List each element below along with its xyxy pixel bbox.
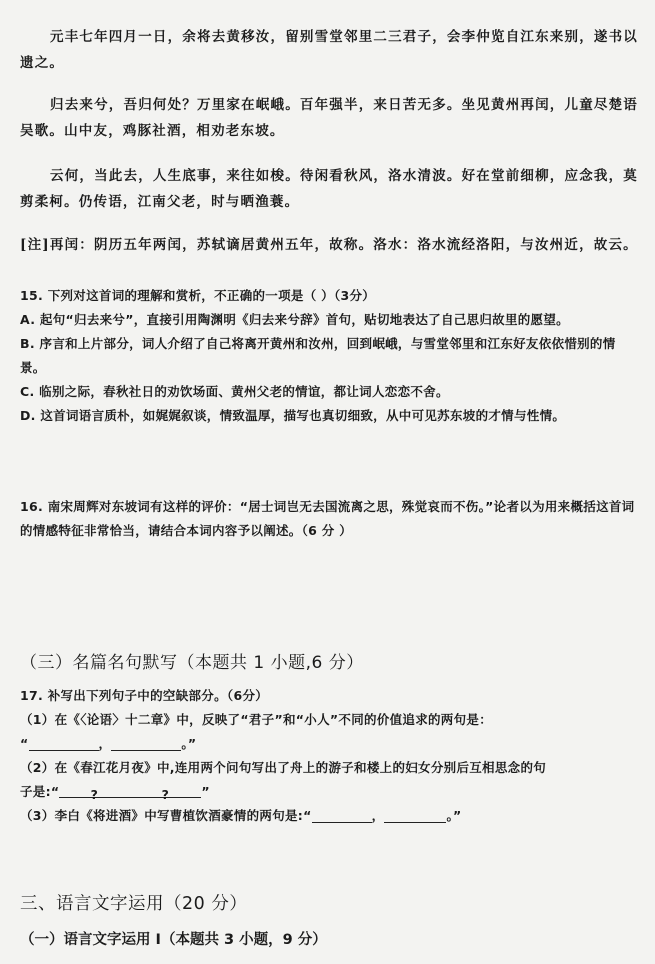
question-16 xyxy=(20,495,638,543)
poem-stanza-2 xyxy=(20,163,638,215)
part-3-sub-header xyxy=(20,928,638,949)
poem-stanza-1 xyxy=(20,92,638,144)
question-mark-1: ? xyxy=(90,787,99,802)
blank-1b[interactable] xyxy=(111,736,181,751)
sub2-lead: 子是:“ xyxy=(20,784,60,799)
note-text: [注]再闰：阴历五年两闰，苏轼谪居黄州五年，故称。洛水：洛水流经洛阳，与汝州近，故云。 xyxy=(20,237,638,253)
q15-option-b: B. 序言和上片部分，词人介绍了自己将离开黄州和汝州，回到岷峨，与雪堂邻里和江东好友依依惜别的情景。 xyxy=(20,336,616,375)
blank-3b[interactable] xyxy=(384,808,446,823)
stanza1-text: 归去来兮，吾归何处？万里家在岷峨。百年强半，来日苦无多。坐见黄州再闰，儿童尽楚语吴歌。山中友，鸡豚社酒，相劝老东坡。 xyxy=(20,97,638,139)
poem-note xyxy=(20,232,638,258)
question-17 xyxy=(20,684,638,828)
blank-1a[interactable] xyxy=(29,736,99,751)
section-3-header xyxy=(20,648,638,673)
q15-option-a: A. 起句“归去来兮”，直接引用陶渊明《归去来兮辞》首句，贴切地表达了自己思归故里的愿望。 xyxy=(20,312,569,327)
question-mark-2: ? xyxy=(161,787,170,802)
q17-sub2-blanks xyxy=(20,780,638,804)
q16-stem: 16. 南宋周辉对东坡词有这样的评价：“居士词岂无去国流离之思，殊觉哀而不伤。”论者以为用来概括这首词的情感特征非常恰当，请结合本词内容予以阐述。（6 分 ） xyxy=(20,499,635,538)
preface-text: 元丰七年四月一日，余将去黄移汝，留别雪堂邻里二三君子，会李仲览自江东来别，遂书以遗之。 xyxy=(20,29,638,71)
q15-stem: 15. 下列对这首词的理解和赏析，不正确的一项是（ ）（3分） xyxy=(20,288,376,303)
q15-option-c: C. 临别之际，春秋社日的劝饮场面、黄州父老的情谊，都让词人恋恋不舍。 xyxy=(20,384,449,399)
sub3-close: 。” xyxy=(446,808,462,823)
comma: ， xyxy=(98,736,112,751)
sub2-close: ” xyxy=(201,784,210,799)
stanza2-text: 云何，当此去，人生底事，来往如梭。待闲看秋风，洛水清波。好在堂前细柳，应念我，莫剪柔柯。仍传语，江南父老，时与晒渔蓑。 xyxy=(20,168,638,210)
quote-open: “ xyxy=(20,736,29,751)
q17-sub2: （2）在《春江花月夜》中,连用两个问句写出了舟上的游子和楼上的妇女分别后互相思念的句 xyxy=(20,760,547,775)
part3-sub: （一）语言文字运用 I（本题共 3 小题，9 分） xyxy=(20,932,327,948)
part3-title: 三、语言文字运用（20 分） xyxy=(20,894,248,914)
sub3-comma: ， xyxy=(371,808,385,823)
poem-preface xyxy=(20,24,638,76)
q17-sub3 xyxy=(20,804,638,828)
blank-2b[interactable] xyxy=(129,783,201,802)
sub3-text: （3）李白《将进酒》中写曹植饮酒豪情的两句是:“ xyxy=(20,808,312,823)
blank-2a[interactable] xyxy=(59,783,129,802)
q17-sub1-blanks xyxy=(20,732,638,756)
q17-sub1: （1）在《〈论语〉十二章》中，反映了“君子”和“小人”不同的价值追求的两句是： xyxy=(20,712,493,727)
quote-close: 。” xyxy=(181,736,197,751)
q17-stem: 17. 补写出下列句子中的空缺部分。（6分） xyxy=(20,688,269,703)
q15-option-d: D. 这首词语言质朴，如娓娓叙谈，情致温厚，描写也真切细致，从中可见苏东坡的才情与性情。 xyxy=(20,408,566,423)
blank-3a[interactable] xyxy=(312,808,372,823)
question-15 xyxy=(20,284,638,428)
section3-title: （三）名篇名句默写（本题共 1 小题,6 分） xyxy=(20,653,364,673)
part-3-header xyxy=(20,890,638,915)
